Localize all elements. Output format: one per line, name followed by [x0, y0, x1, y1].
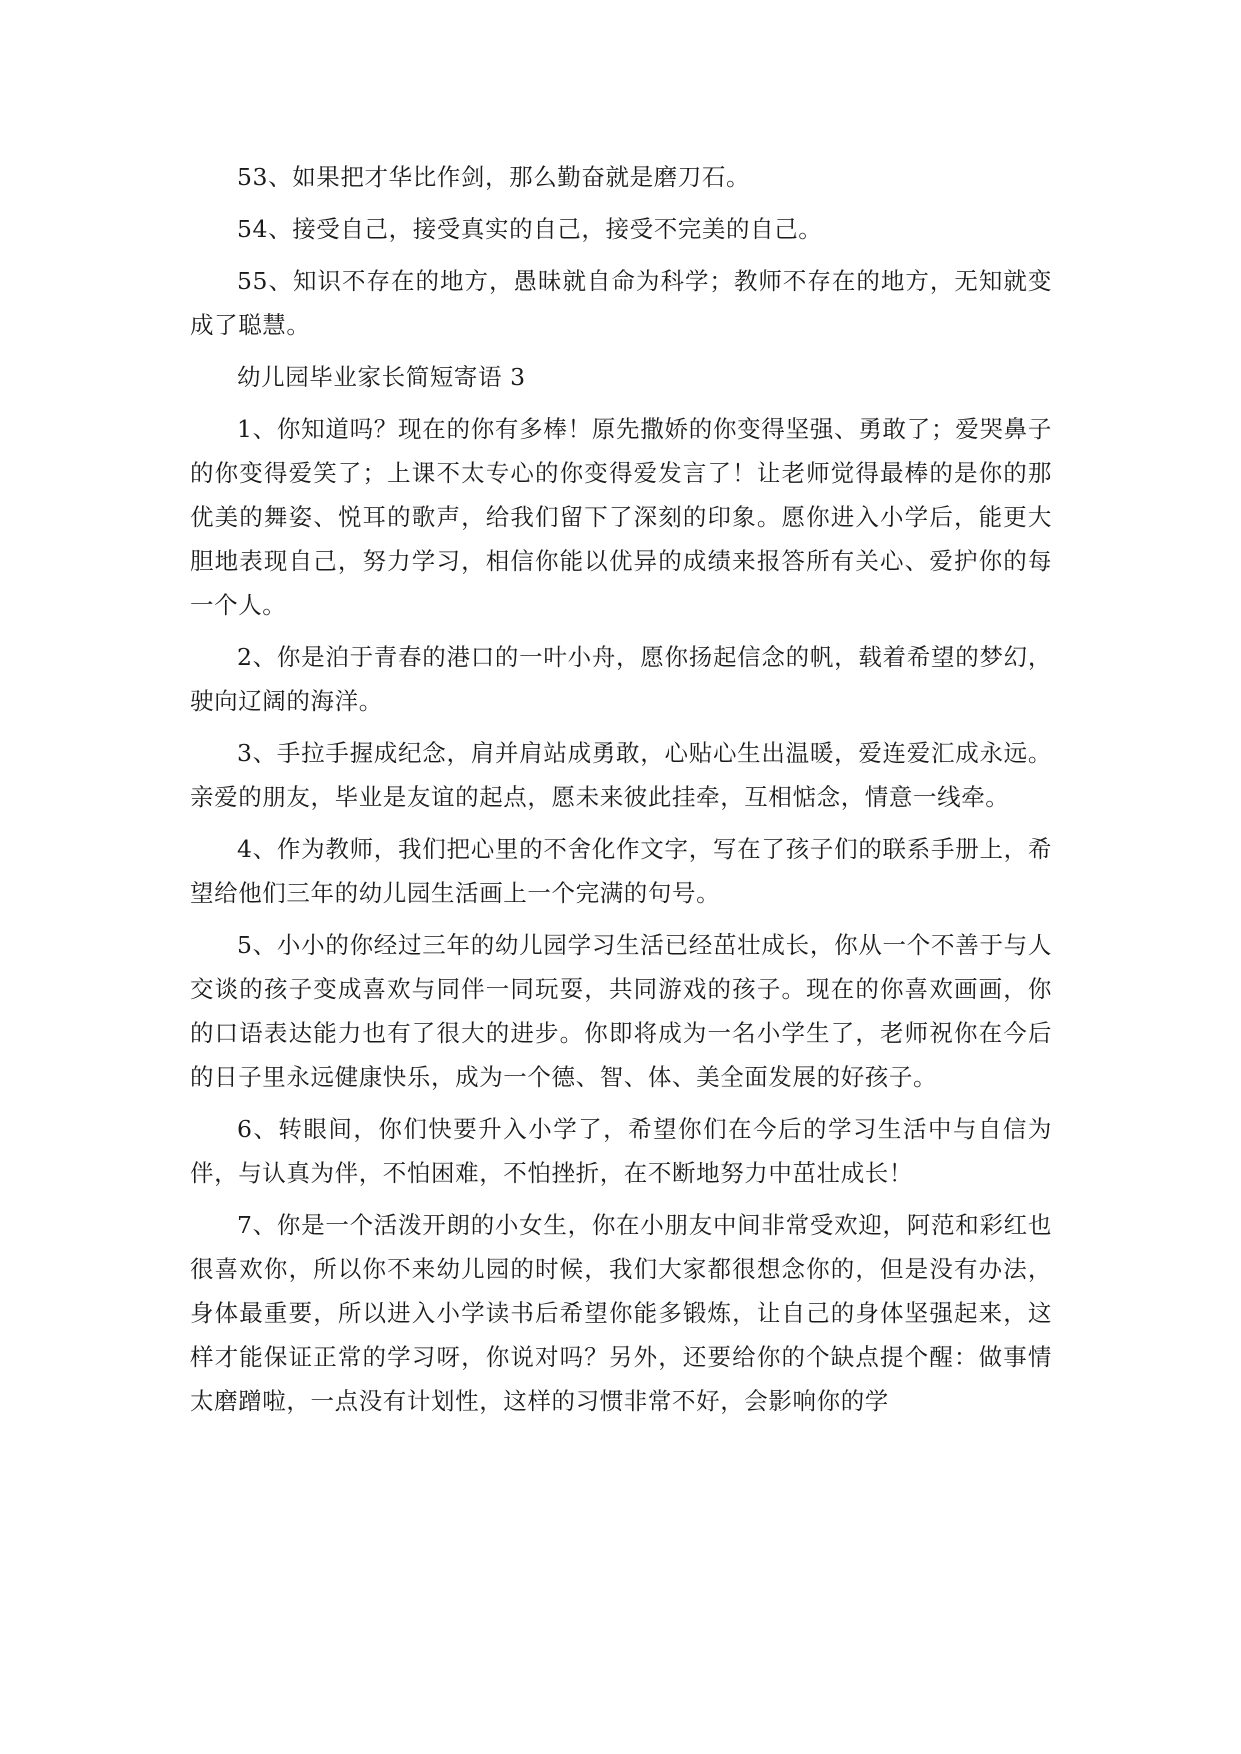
- section-heading: 幼儿园毕业家长简短寄语 3: [237, 363, 526, 391]
- paragraph-55: 55、知识不存在的地方，愚昧就自命为科学；教师不存在的地方，无知就变成了聪慧。: [190, 267, 1052, 339]
- paragraph-4: 4、作为教师，我们把心里的不舍化作文字，写在了孩子们的联系手册上，希望给他们三年的幼儿园生活画上一个完满的句号。: [190, 835, 1052, 907]
- paragraph-7: 7、你是一个活泼开朗的小女生，你在小朋友中间非常受欢迎，阿范和彩红也很喜欢你，所以你不来幼儿园的时候，我们大家都很想念你的，但是没有办法，身体最重要，所以进入小学读书后希望你能多锻炼，让自己的身体坚强起来，这样才能保证正常的学习呀，你说对吗？另外，还要给你的个缺点提个醒：做事情太磨蹭啦，一点没有计划性，这样的习惯非常不好，会影响你的学: [190, 1211, 1052, 1415]
- paragraph-1: 1、你知道吗？现在的你有多棒！原先撒娇的你变得坚强、勇敢了；爱哭鼻子的你变得爱笑了；上课不太专心的你变得爱发言了！让老师觉得最棒的是你的那优美的舞姿、悦耳的歌声，给我们留下了深刻的印象。愿你进入小学后，能更大胆地表现自己，努力学习，相信你能以优异的成绩来报答所有关心、爱护你的每一个人。: [190, 415, 1052, 619]
- paragraph-5: 5、小小的你经过三年的幼儿园学习生活已经茁壮成长，你从一个不善于与人交谈的孩子变成喜欢与同伴一同玩耍，共同游戏的孩子。现在的你喜欢画画，你的口语表达能力也有了很大的进步。你即将成为一名小学生了，老师祝你在今后的日子里永远健康快乐，成为一个德、智、体、美全面发展的好孩子。: [190, 931, 1052, 1091]
- paragraph-53: 53、如果把才华比作剑，那么勤奋就是磨刀石。: [237, 163, 751, 191]
- paragraph-54: 54、接受自己，接受真实的自己，接受不完美的自己。: [237, 215, 823, 243]
- paragraph-2: 2、你是泊于青春的港口的一叶小舟，愿你扬起信念的帆，载着希望的梦幻，驶向辽阔的海洋。: [190, 643, 1052, 715]
- paragraph-3: 3、手拉手握成纪念，肩并肩站成勇敢，心贴心生出温暖，爱连爱汇成永远。亲爱的朋友，毕业是友谊的起点，愿未来彼此挂牵，互相惦念，情意一线牵。: [190, 739, 1052, 811]
- paragraph-6: 6、转眼间，你们快要升入小学了，希望你们在今后的学习生活中与自信为伴，与认真为伴，不怕困难，不怕挫折，在不断地努力中茁壮成长！: [190, 1115, 1052, 1187]
- document-body: [190, 155, 1052, 1431]
